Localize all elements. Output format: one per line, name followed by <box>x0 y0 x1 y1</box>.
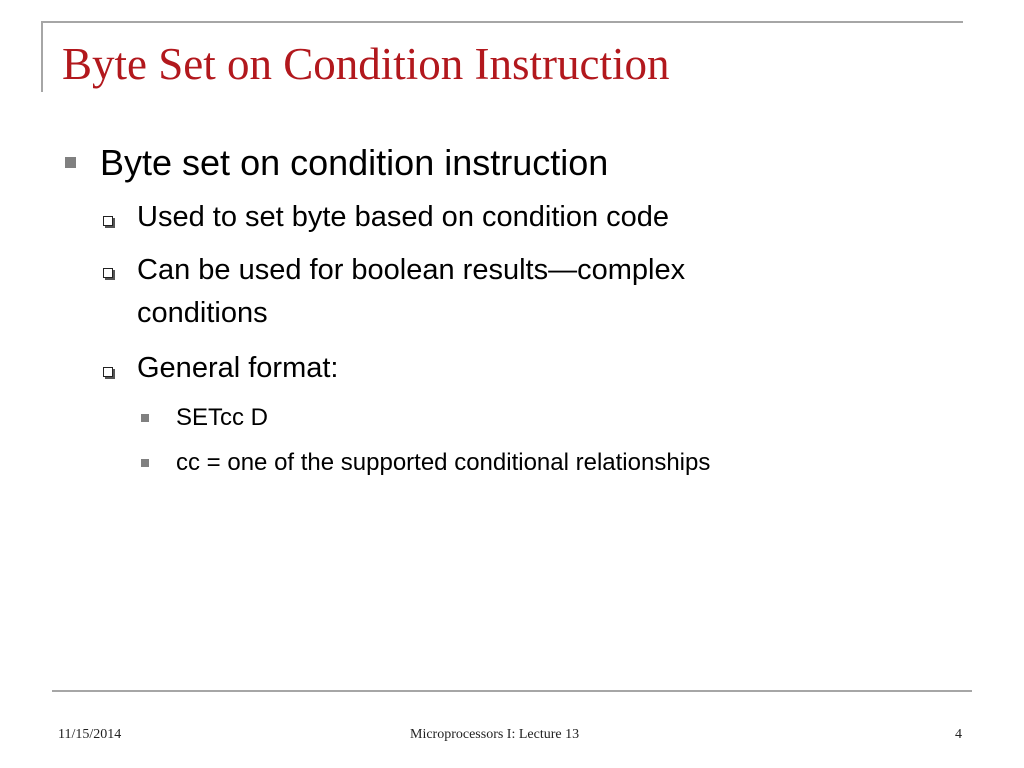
hollow-square-bullet-icon <box>103 367 113 377</box>
hollow-square-bullet-icon <box>103 216 113 226</box>
sub-bullet-2-line-2: conditions <box>137 297 268 329</box>
slide-title: Byte Set on Condition Instruction <box>62 39 670 89</box>
sub-bullet-2-line-1: Can be used for boolean results—complex <box>137 254 686 286</box>
footer-page-number: 4 <box>955 727 962 742</box>
small-square-bullet-icon <box>141 414 149 422</box>
bullet-main: Byte set on condition instruction <box>100 142 609 183</box>
sub-sub-bullet-1: SETcc D <box>176 404 269 431</box>
title-frame-top-line <box>41 21 963 23</box>
small-square-bullet-icon <box>141 459 149 467</box>
sub-sub-bullet-2: cc = one of the supported conditional relationships <box>176 449 711 476</box>
footer-course-title: Microprocessors I: Lecture 13 <box>410 727 580 742</box>
hollow-square-bullet-icon <box>103 268 113 278</box>
square-bullet-icon <box>65 157 76 168</box>
sub-bullet-3: General format: <box>137 352 339 384</box>
footer-date: 11/15/2014 <box>58 727 122 742</box>
title-frame-left-line <box>41 21 43 92</box>
footer-divider <box>52 690 972 692</box>
sub-bullet-1: Used to set byte based on condition code <box>137 201 670 233</box>
